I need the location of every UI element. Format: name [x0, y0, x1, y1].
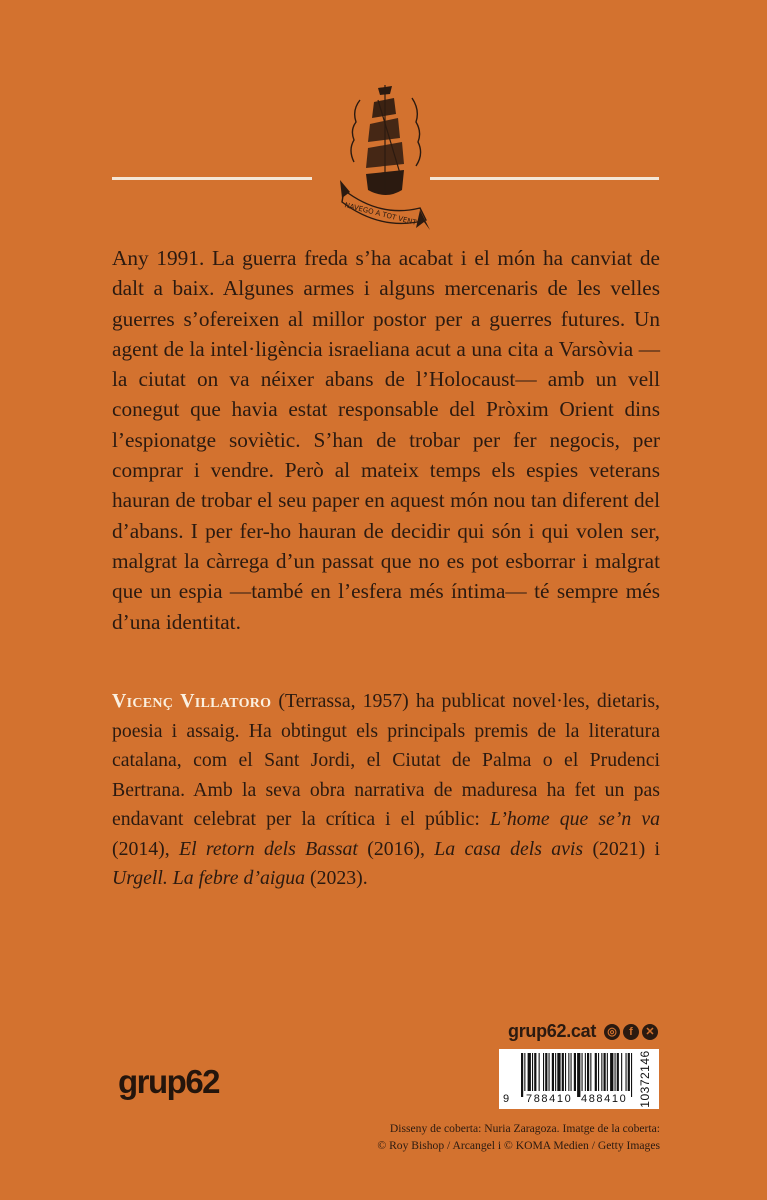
barcode-bar: [521, 1053, 523, 1097]
publisher-website[interactable]: grup62.cat: [508, 1021, 597, 1041]
work-title: El retorn dels Bassat: [179, 837, 358, 860]
barcode-bar: [545, 1053, 547, 1091]
barcode-bar: [585, 1053, 586, 1091]
barcode-bar: [595, 1053, 597, 1091]
barcode-bar: [568, 1053, 569, 1091]
barcode-bar: [539, 1053, 540, 1091]
work-year: (2014),: [112, 837, 180, 860]
barcode-bar: [562, 1053, 564, 1091]
barcode-bar: [577, 1053, 580, 1097]
barcode-side-code-text: 10372146: [638, 1050, 652, 1108]
barcode-bar: [574, 1053, 576, 1091]
barcode-bar: [604, 1053, 606, 1091]
synopsis-text: Any 1991. La guerra freda s’ha acabat i el món ha canviat de dalt a baix. Algunes armes i alguns mercenaris de les velles guerres s’ofereixen al millor postor per a guerres futures. Un agent de la intel·ligència israeliana acut a una cita a Varsòvia —la ciutat on va néixer abans de l’Holocaust— amb un vell conegut que havia estat responsable del Pròxim Orient dins l’espionatge soviètic. S’han de trobar per fer negocis, per comprar i vendre. Però al mateix temps els espies veterans hauran de trobar el seu paper en aquest món nou tan diferent del d’abans. I per fer-ho hauran de decidir qui són i qui volen ser, malgrat la càrrega d’un passat que no es pot esborrar i malgrat que un espia —també en l’esfera més íntima— té sempre més d’una identitat.: [112, 246, 660, 634]
barcode-bar: [571, 1053, 572, 1091]
barcode-bar: [626, 1053, 627, 1091]
barcode-bar: [587, 1053, 589, 1091]
barcode-bar: [617, 1053, 619, 1091]
facebook-icon[interactable]: f: [623, 1024, 639, 1040]
bio-intro: (Terrassa, 1957) ha publicat novel·les, dietaris, poesia i assaig. Ha obtingut els principals premis de la literatura catalana, com el Sant Jordi, el Ciutat de Palma o el Prudenci Bertrana. Amb la seva obra narrativa de maduresa ha fet un pas endavant celebrat per la crítica i el públic:: [112, 690, 660, 830]
barcode-bar: [628, 1053, 630, 1091]
barcode-bar: [607, 1053, 608, 1091]
barcode-bar: [532, 1053, 533, 1091]
barcode-bar: [590, 1053, 591, 1091]
work-title: La casa dels avis: [434, 837, 584, 860]
barcode-bar: [557, 1053, 560, 1091]
barcode-bar: [524, 1053, 525, 1091]
author-bio: [112, 687, 660, 894]
barcode-group-2: 488410: [581, 1093, 628, 1105]
barcode-bars: [521, 1053, 633, 1097]
instagram-icon[interactable]: ◎: [604, 1024, 620, 1040]
barcode-bar: [631, 1053, 632, 1097]
credits-line-2: © Roy Bishop / Arcangel i © KOMA Medien / Getty Images: [377, 1138, 660, 1152]
author-name: Vicenç Villatoro: [112, 690, 272, 712]
barcode-bar: [621, 1053, 622, 1091]
work-title: Urgell. La febre d’aigua: [112, 867, 306, 889]
barcode-bar: [549, 1053, 550, 1091]
barcode-bar: [543, 1053, 544, 1091]
cover-credits: [360, 1121, 660, 1154]
sailing-ship-icon: [330, 80, 440, 240]
work-title: L’home que se’n va: [489, 808, 660, 830]
ship-banner-text: NAVEGO A TOT VENT: [343, 201, 418, 227]
barcode-bar: [528, 1053, 531, 1091]
publisher-logo: grup62: [118, 1063, 220, 1100]
barcode-bar: [610, 1053, 613, 1091]
x-icon[interactable]: ✕: [642, 1024, 658, 1040]
work-year: (2021) i: [583, 837, 661, 860]
work-year: (2016),: [357, 837, 435, 860]
barcode-bar: [534, 1053, 536, 1091]
barcode-group-1: 788410: [526, 1093, 573, 1105]
barcode-first-digit: 9: [503, 1093, 511, 1105]
isbn-barcode: [499, 1049, 659, 1109]
divider-right: [430, 177, 659, 180]
divider-left: [112, 177, 312, 180]
barcode-bar: [601, 1053, 602, 1091]
barcode-bar: [552, 1053, 554, 1091]
barcode-bar: [565, 1053, 566, 1091]
credits-line-1: Disseny de coberta: Nuria Zaragoza. Imatge de la coberta:: [389, 1122, 660, 1135]
work-year: (2023).: [305, 867, 368, 889]
barcode-bar: [615, 1053, 616, 1091]
barcode-bar: [555, 1053, 556, 1091]
barcode-bar: [598, 1053, 599, 1091]
barcode-bar: [582, 1053, 583, 1091]
barcode-side-code: [636, 1052, 654, 1106]
